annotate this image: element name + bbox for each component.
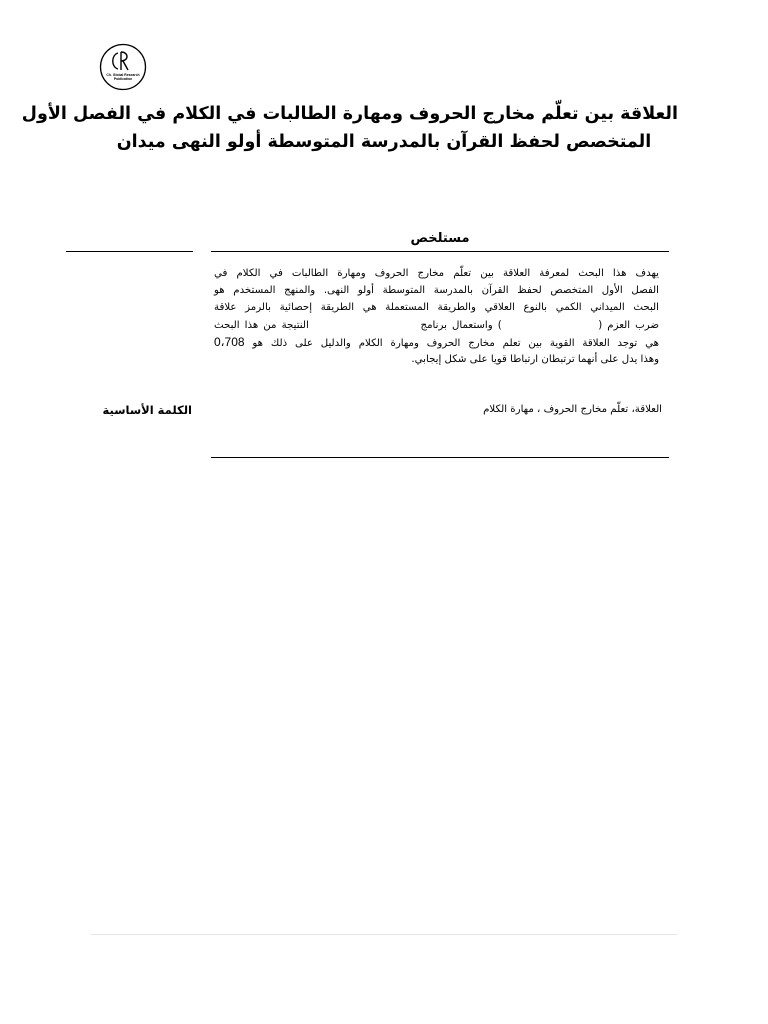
publisher-logo-icon bbox=[99, 43, 147, 91]
abstract-line-3: البحث الميداني الكمي بالنوع العلاقي والطريقة المستعملة هي الطريقة إحصائية بالرمز علاقة bbox=[214, 302, 659, 314]
abstract-line-4: ضرب العزم ( ) واستعمال برنامج النتيجة من هذا البحث bbox=[214, 319, 659, 331]
abstract-body bbox=[214, 265, 659, 368]
divider-abstract-top bbox=[211, 251, 669, 252]
keywords-label: الكلمة الأساسية bbox=[102, 403, 192, 417]
abstract-line-5-text: هي توجد العلاقة القوية بين تعلم مخارج الحروف ومهارة الكلام والدليل على ذلك هو bbox=[252, 337, 659, 349]
keywords-text: العلاقة، تعلّم مخارج الحروف ، مهارة الكلام bbox=[483, 404, 662, 415]
abstract-heading: مستلخص bbox=[410, 231, 470, 246]
correlation-value: 0،708 bbox=[214, 334, 245, 349]
abstract-line-1: يهدف هذا البحث لمعرفة العلاقة بين تعلّم مخارج الحروف ومهارة الطالبات في الكلام في bbox=[214, 268, 659, 279]
page-footer-rule bbox=[91, 934, 677, 935]
divider-left bbox=[66, 251, 193, 252]
divider-abstract-bottom bbox=[211, 457, 669, 458]
paper-title-line1: العلاقة بين تعلّم مخارج الحروف ومهارة الطالبات في الكلام في الفصل الأول bbox=[21, 104, 678, 124]
logo-text-line1: Ch. Global Research bbox=[106, 73, 140, 77]
logo-text-line2: Publication bbox=[113, 77, 133, 81]
abstract-line-2: الفصل الأول المتخصص لحفظ القرآن بالمدرسة المتوسطة أولو النهى. والمنهج المستخدم هو bbox=[214, 285, 659, 297]
abstract-line-5 bbox=[214, 334, 659, 351]
abstract-line-6: وهذا يدل على أنهما ترتبطان ارتباطا قويا على شكل إيجابي. bbox=[411, 353, 659, 365]
publisher-logo bbox=[99, 43, 147, 91]
paper-title-line2: المتخصص لحفظ القرآن بالمدرسة المتوسطة أولو النهى ميدان bbox=[116, 132, 652, 152]
